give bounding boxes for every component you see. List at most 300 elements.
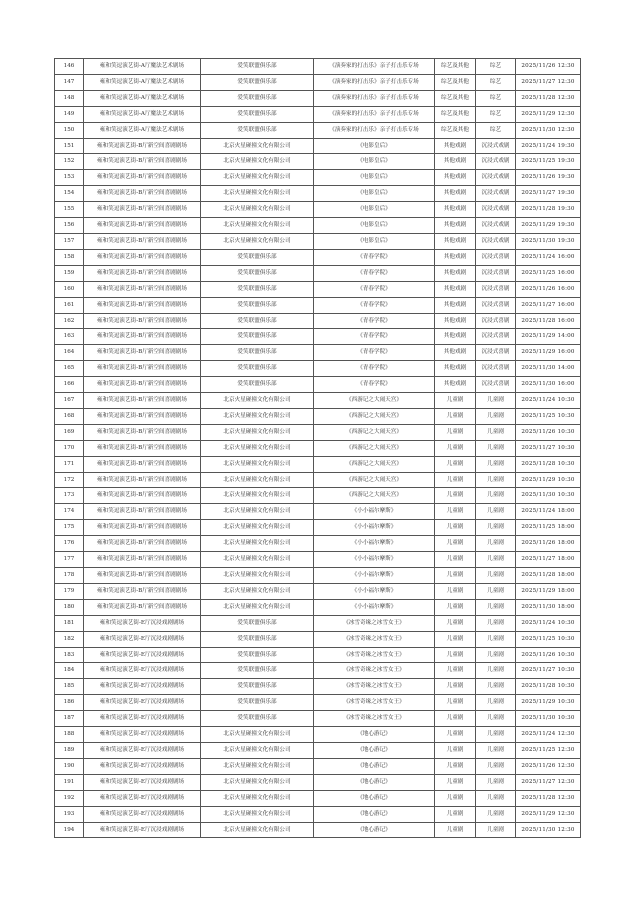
row-number-cell: 167 bbox=[55, 393, 84, 409]
organizer-cell: 爱笑联盟俱乐部 bbox=[201, 345, 314, 361]
category-cell: 儿童剧 bbox=[435, 695, 476, 711]
show-title-cell: 《电影皇后》 bbox=[314, 202, 435, 218]
show-title-cell: 《冰雪奇缘之冰雪女王》 bbox=[314, 631, 435, 647]
category-cell: 综艺及其他 bbox=[435, 122, 476, 138]
row-number-cell: 162 bbox=[55, 313, 84, 329]
row-number-cell: 156 bbox=[55, 218, 84, 234]
category-cell: 儿童剧 bbox=[435, 568, 476, 584]
subcategory-cell: 儿童剧 bbox=[476, 758, 516, 774]
organizer-cell: 北京火星碰撞文化有限公司 bbox=[201, 727, 314, 743]
showtime-cell: 2025/11/25 19:30 bbox=[516, 154, 581, 170]
venue-cell: 雍和笑逗演艺街-B厅新空间喜剧剧场 bbox=[84, 520, 201, 536]
category-cell: 其他戏剧 bbox=[435, 170, 476, 186]
row-number-cell: 171 bbox=[55, 456, 84, 472]
venue-cell: 雍和笑逗演艺街-E厅沉浸戏剧剧场 bbox=[84, 790, 201, 806]
venue-cell: 雍和笑逗演艺街-B厅新空间喜剧剧场 bbox=[84, 599, 201, 615]
table-row bbox=[55, 568, 581, 584]
organizer-cell: 北京火星碰撞文化有限公司 bbox=[201, 154, 314, 170]
showtime-cell: 2025/11/30 10:30 bbox=[516, 711, 581, 727]
organizer-cell: 北京火星碰撞文化有限公司 bbox=[201, 488, 314, 504]
subcategory-cell: 儿童剧 bbox=[476, 456, 516, 472]
table-row bbox=[55, 790, 581, 806]
showtime-cell: 2025/11/25 12:30 bbox=[516, 742, 581, 758]
subcategory-cell: 儿童剧 bbox=[476, 615, 516, 631]
row-number-cell: 190 bbox=[55, 758, 84, 774]
show-title-cell: 《演奏家的打击乐》亲子打击乐专场 bbox=[314, 90, 435, 106]
category-cell: 儿童剧 bbox=[435, 790, 476, 806]
show-title-cell: 《地心游记》 bbox=[314, 806, 435, 822]
showtime-cell: 2025/11/30 14:00 bbox=[516, 361, 581, 377]
show-title-cell: 《冰雪奇缘之冰雪女王》 bbox=[314, 679, 435, 695]
row-number-cell: 149 bbox=[55, 106, 84, 122]
category-cell: 儿童剧 bbox=[435, 472, 476, 488]
table-row bbox=[55, 552, 581, 568]
showtime-cell: 2025/11/26 12:30 bbox=[516, 59, 581, 75]
organizer-cell: 北京火星碰撞文化有限公司 bbox=[201, 568, 314, 584]
table-row bbox=[55, 758, 581, 774]
subcategory-cell: 沉浸式戏剧 bbox=[476, 218, 516, 234]
category-cell: 其他戏剧 bbox=[435, 218, 476, 234]
venue-cell: 雍和笑逗演艺街-E厅沉浸戏剧剧场 bbox=[84, 679, 201, 695]
subcategory-cell: 综艺 bbox=[476, 122, 516, 138]
category-cell: 儿童剧 bbox=[435, 822, 476, 838]
table-row bbox=[55, 806, 581, 822]
subcategory-cell: 儿童剧 bbox=[476, 568, 516, 584]
category-cell: 其他戏剧 bbox=[435, 154, 476, 170]
showtime-cell: 2025/11/24 19:30 bbox=[516, 138, 581, 154]
table-row bbox=[55, 393, 581, 409]
subcategory-cell: 儿童剧 bbox=[476, 822, 516, 838]
show-title-cell: 《西游记之大闹天宫》 bbox=[314, 440, 435, 456]
row-number-cell: 187 bbox=[55, 711, 84, 727]
table-row bbox=[55, 249, 581, 265]
show-title-cell: 《地心游记》 bbox=[314, 774, 435, 790]
subcategory-cell: 沉浸式戏剧 bbox=[476, 202, 516, 218]
organizer-cell: 爱笑联盟俱乐部 bbox=[201, 663, 314, 679]
row-number-cell: 169 bbox=[55, 424, 84, 440]
venue-cell: 雍和笑逗演艺街-B厅新空间喜剧剧场 bbox=[84, 138, 201, 154]
venue-cell: 雍和笑逗演艺街-B厅新空间喜剧剧场 bbox=[84, 361, 201, 377]
category-cell: 儿童剧 bbox=[435, 583, 476, 599]
show-title-cell: 《演奏家的打击乐》亲子打击乐专场 bbox=[314, 106, 435, 122]
showtime-cell: 2025/11/28 18:00 bbox=[516, 568, 581, 584]
showtime-cell: 2025/11/26 16:00 bbox=[516, 281, 581, 297]
row-number-cell: 152 bbox=[55, 154, 84, 170]
venue-cell: 雍和笑逗演艺街-E厅沉浸戏剧剧场 bbox=[84, 647, 201, 663]
subcategory-cell: 沉浸式喜剧 bbox=[476, 281, 516, 297]
table-row bbox=[55, 313, 581, 329]
table-row bbox=[55, 472, 581, 488]
showtime-cell: 2025/11/25 10:30 bbox=[516, 408, 581, 424]
category-cell: 儿童剧 bbox=[435, 504, 476, 520]
table-row bbox=[55, 122, 581, 138]
show-title-cell: 《演奏家的打击乐》亲子打击乐专场 bbox=[314, 59, 435, 75]
category-cell: 其他戏剧 bbox=[435, 361, 476, 377]
venue-cell: 雍和笑逗演艺街-B厅新空间喜剧剧场 bbox=[84, 265, 201, 281]
organizer-cell: 北京火星碰撞文化有限公司 bbox=[201, 138, 314, 154]
organizer-cell: 北京火星碰撞文化有限公司 bbox=[201, 536, 314, 552]
organizer-cell: 爱笑联盟俱乐部 bbox=[201, 615, 314, 631]
venue-cell: 雍和笑逗演艺街-B厅新空间喜剧剧场 bbox=[84, 440, 201, 456]
organizer-cell: 北京火星碰撞文化有限公司 bbox=[201, 170, 314, 186]
show-title-cell: 《青春学院》 bbox=[314, 377, 435, 393]
venue-cell: 雍和笑逗演艺街-E厅沉浸戏剧剧场 bbox=[84, 695, 201, 711]
organizer-cell: 北京火星碰撞文化有限公司 bbox=[201, 742, 314, 758]
show-title-cell: 《青春学院》 bbox=[314, 345, 435, 361]
category-cell: 其他戏剧 bbox=[435, 233, 476, 249]
row-number-cell: 183 bbox=[55, 647, 84, 663]
venue-cell: 雍和笑逗演艺街-B厅新空间喜剧剧场 bbox=[84, 472, 201, 488]
show-title-cell: 《电影皇后》 bbox=[314, 170, 435, 186]
organizer-cell: 北京火星碰撞文化有限公司 bbox=[201, 552, 314, 568]
row-number-cell: 168 bbox=[55, 408, 84, 424]
table-row bbox=[55, 536, 581, 552]
category-cell: 儿童剧 bbox=[435, 440, 476, 456]
organizer-cell: 北京火星碰撞文化有限公司 bbox=[201, 456, 314, 472]
show-title-cell: 《冰雪奇缘之冰雪女王》 bbox=[314, 695, 435, 711]
organizer-cell: 北京火星碰撞文化有限公司 bbox=[201, 583, 314, 599]
row-number-cell: 165 bbox=[55, 361, 84, 377]
category-cell: 综艺及其他 bbox=[435, 90, 476, 106]
organizer-cell: 爱笑联盟俱乐部 bbox=[201, 711, 314, 727]
venue-cell: 雍和笑逗演艺街-B厅新空间喜剧剧场 bbox=[84, 329, 201, 345]
table-row bbox=[55, 504, 581, 520]
row-number-cell: 151 bbox=[55, 138, 84, 154]
category-cell: 儿童剧 bbox=[435, 679, 476, 695]
show-title-cell: 《青春学院》 bbox=[314, 361, 435, 377]
organizer-cell: 爱笑联盟俱乐部 bbox=[201, 313, 314, 329]
table-row bbox=[55, 615, 581, 631]
row-number-cell: 147 bbox=[55, 74, 84, 90]
show-title-cell: 《地心游记》 bbox=[314, 758, 435, 774]
subcategory-cell: 儿童剧 bbox=[476, 520, 516, 536]
row-number-cell: 176 bbox=[55, 536, 84, 552]
subcategory-cell: 沉浸式喜剧 bbox=[476, 249, 516, 265]
venue-cell: 雍和笑逗演艺街-B厅新空间喜剧剧场 bbox=[84, 488, 201, 504]
table-row bbox=[55, 329, 581, 345]
table-row bbox=[55, 106, 581, 122]
show-title-cell: 《冰雪奇缘之冰雪女王》 bbox=[314, 615, 435, 631]
venue-cell: 雍和笑逗演艺街-B厅新空间喜剧剧场 bbox=[84, 218, 201, 234]
showtime-cell: 2025/11/24 12:30 bbox=[516, 727, 581, 743]
showtime-cell: 2025/11/28 12:30 bbox=[516, 790, 581, 806]
subcategory-cell: 儿童剧 bbox=[476, 488, 516, 504]
organizer-cell: 北京火星碰撞文化有限公司 bbox=[201, 472, 314, 488]
organizer-cell: 爱笑联盟俱乐部 bbox=[201, 361, 314, 377]
table-row bbox=[55, 233, 581, 249]
row-number-cell: 180 bbox=[55, 599, 84, 615]
showtime-cell: 2025/11/29 10:30 bbox=[516, 472, 581, 488]
show-title-cell: 《小小福尔摩斯》 bbox=[314, 599, 435, 615]
show-title-cell: 《地心游记》 bbox=[314, 790, 435, 806]
category-cell: 综艺及其他 bbox=[435, 106, 476, 122]
table-row bbox=[55, 408, 581, 424]
subcategory-cell: 沉浸式戏剧 bbox=[476, 186, 516, 202]
organizer-cell: 北京火星碰撞文化有限公司 bbox=[201, 806, 314, 822]
showtime-cell: 2025/11/28 12:30 bbox=[516, 90, 581, 106]
category-cell: 儿童剧 bbox=[435, 424, 476, 440]
row-number-cell: 173 bbox=[55, 488, 84, 504]
showtime-cell: 2025/11/30 12:30 bbox=[516, 122, 581, 138]
row-number-cell: 164 bbox=[55, 345, 84, 361]
venue-cell: 雍和笑逗演艺街-B厅新空间喜剧剧场 bbox=[84, 313, 201, 329]
subcategory-cell: 儿童剧 bbox=[476, 679, 516, 695]
row-number-cell: 148 bbox=[55, 90, 84, 106]
category-cell: 其他戏剧 bbox=[435, 265, 476, 281]
showtime-cell: 2025/11/25 10:30 bbox=[516, 631, 581, 647]
venue-cell: 雍和笑逗演艺街-E厅沉浸戏剧剧场 bbox=[84, 615, 201, 631]
showtime-cell: 2025/11/30 10:30 bbox=[516, 488, 581, 504]
organizer-cell: 爱笑联盟俱乐部 bbox=[201, 74, 314, 90]
organizer-cell: 北京火星碰撞文化有限公司 bbox=[201, 599, 314, 615]
table-row bbox=[55, 424, 581, 440]
table-row bbox=[55, 631, 581, 647]
showtime-cell: 2025/11/27 16:00 bbox=[516, 297, 581, 313]
show-title-cell: 《小小福尔摩斯》 bbox=[314, 504, 435, 520]
showtime-cell: 2025/11/30 12:30 bbox=[516, 822, 581, 838]
subcategory-cell: 儿童剧 bbox=[476, 647, 516, 663]
row-number-cell: 178 bbox=[55, 568, 84, 584]
row-number-cell: 185 bbox=[55, 679, 84, 695]
subcategory-cell: 沉浸式戏剧 bbox=[476, 138, 516, 154]
row-number-cell: 174 bbox=[55, 504, 84, 520]
showtime-cell: 2025/11/29 12:30 bbox=[516, 806, 581, 822]
category-cell: 儿童剧 bbox=[435, 520, 476, 536]
venue-cell: 雍和笑逗演艺街-A厅魔法艺术剧场 bbox=[84, 106, 201, 122]
venue-cell: 雍和笑逗演艺街-B厅新空间喜剧剧场 bbox=[84, 297, 201, 313]
showtime-cell: 2025/11/29 16:00 bbox=[516, 345, 581, 361]
venue-cell: 雍和笑逗演艺街-E厅沉浸戏剧剧场 bbox=[84, 727, 201, 743]
organizer-cell: 爱笑联盟俱乐部 bbox=[201, 122, 314, 138]
showtime-cell: 2025/11/26 19:30 bbox=[516, 170, 581, 186]
showtime-cell: 2025/11/24 16:00 bbox=[516, 249, 581, 265]
subcategory-cell: 儿童剧 bbox=[476, 711, 516, 727]
organizer-cell: 北京火星碰撞文化有限公司 bbox=[201, 424, 314, 440]
organizer-cell: 爱笑联盟俱乐部 bbox=[201, 695, 314, 711]
row-number-cell: 158 bbox=[55, 249, 84, 265]
table-row bbox=[55, 711, 581, 727]
category-cell: 儿童剧 bbox=[435, 488, 476, 504]
venue-cell: 雍和笑逗演艺街-E厅沉浸戏剧剧场 bbox=[84, 822, 201, 838]
subcategory-cell: 儿童剧 bbox=[476, 631, 516, 647]
subcategory-cell: 儿童剧 bbox=[476, 536, 516, 552]
subcategory-cell: 儿童剧 bbox=[476, 393, 516, 409]
organizer-cell: 北京火星碰撞文化有限公司 bbox=[201, 758, 314, 774]
subcategory-cell: 沉浸式喜剧 bbox=[476, 345, 516, 361]
venue-cell: 雍和笑逗演艺街-E厅沉浸戏剧剧场 bbox=[84, 774, 201, 790]
showtime-cell: 2025/11/27 10:30 bbox=[516, 440, 581, 456]
row-number-cell: 170 bbox=[55, 440, 84, 456]
show-title-cell: 《演奏家的打击乐》亲子打击乐专场 bbox=[314, 122, 435, 138]
row-number-cell: 157 bbox=[55, 233, 84, 249]
table-row bbox=[55, 488, 581, 504]
subcategory-cell: 沉浸式喜剧 bbox=[476, 329, 516, 345]
table-row bbox=[55, 170, 581, 186]
subcategory-cell: 儿童剧 bbox=[476, 408, 516, 424]
row-number-cell: 146 bbox=[55, 59, 84, 75]
venue-cell: 雍和笑逗演艺街-B厅新空间喜剧剧场 bbox=[84, 345, 201, 361]
show-title-cell: 《青春学院》 bbox=[314, 297, 435, 313]
show-title-cell: 《电影皇后》 bbox=[314, 218, 435, 234]
show-title-cell: 《西游记之大闹天宫》 bbox=[314, 488, 435, 504]
table-row bbox=[55, 822, 581, 838]
venue-cell: 雍和笑逗演艺街-B厅新空间喜剧剧场 bbox=[84, 408, 201, 424]
subcategory-cell: 沉浸式喜剧 bbox=[476, 313, 516, 329]
venue-cell: 雍和笑逗演艺街-A厅魔法艺术剧场 bbox=[84, 74, 201, 90]
table-body bbox=[55, 59, 581, 838]
showtime-cell: 2025/11/29 10:30 bbox=[516, 695, 581, 711]
show-title-cell: 《西游记之大闹天宫》 bbox=[314, 393, 435, 409]
organizer-cell: 爱笑联盟俱乐部 bbox=[201, 106, 314, 122]
subcategory-cell: 儿童剧 bbox=[476, 806, 516, 822]
venue-cell: 雍和笑逗演艺街-E厅沉浸戏剧剧场 bbox=[84, 631, 201, 647]
row-number-cell: 186 bbox=[55, 695, 84, 711]
showtime-cell: 2025/11/30 19:30 bbox=[516, 233, 581, 249]
category-cell: 儿童剧 bbox=[435, 758, 476, 774]
category-cell: 其他戏剧 bbox=[435, 329, 476, 345]
row-number-cell: 182 bbox=[55, 631, 84, 647]
subcategory-cell: 儿童剧 bbox=[476, 504, 516, 520]
category-cell: 儿童剧 bbox=[435, 711, 476, 727]
row-number-cell: 153 bbox=[55, 170, 84, 186]
organizer-cell: 爱笑联盟俱乐部 bbox=[201, 90, 314, 106]
show-title-cell: 《电影皇后》 bbox=[314, 154, 435, 170]
showtime-cell: 2025/11/26 12:30 bbox=[516, 758, 581, 774]
show-title-cell: 《西游记之大闹天宫》 bbox=[314, 424, 435, 440]
table-row bbox=[55, 297, 581, 313]
category-cell: 儿童剧 bbox=[435, 552, 476, 568]
category-cell: 其他戏剧 bbox=[435, 138, 476, 154]
organizer-cell: 北京火星碰撞文化有限公司 bbox=[201, 440, 314, 456]
category-cell: 综艺及其他 bbox=[435, 59, 476, 75]
showtime-cell: 2025/11/28 19:30 bbox=[516, 202, 581, 218]
row-number-cell: 193 bbox=[55, 806, 84, 822]
subcategory-cell: 儿童剧 bbox=[476, 583, 516, 599]
row-number-cell: 159 bbox=[55, 265, 84, 281]
category-cell: 儿童剧 bbox=[435, 647, 476, 663]
table-row bbox=[55, 138, 581, 154]
show-title-cell: 《演奏家的打击乐》亲子打击乐专场 bbox=[314, 74, 435, 90]
organizer-cell: 北京火星碰撞文化有限公司 bbox=[201, 822, 314, 838]
show-title-cell: 《青春学院》 bbox=[314, 281, 435, 297]
venue-cell: 雍和笑逗演艺街-B厅新空间喜剧剧场 bbox=[84, 281, 201, 297]
showtime-cell: 2025/11/29 19:30 bbox=[516, 218, 581, 234]
subcategory-cell: 沉浸式喜剧 bbox=[476, 361, 516, 377]
table-row bbox=[55, 583, 581, 599]
table-row bbox=[55, 186, 581, 202]
table-row bbox=[55, 440, 581, 456]
subcategory-cell: 沉浸式喜剧 bbox=[476, 377, 516, 393]
row-number-cell: 192 bbox=[55, 790, 84, 806]
row-number-cell: 179 bbox=[55, 583, 84, 599]
subcategory-cell: 儿童剧 bbox=[476, 599, 516, 615]
subcategory-cell: 综艺 bbox=[476, 106, 516, 122]
organizer-cell: 爱笑联盟俱乐部 bbox=[201, 265, 314, 281]
showtime-cell: 2025/11/27 19:30 bbox=[516, 186, 581, 202]
subcategory-cell: 沉浸式戏剧 bbox=[476, 233, 516, 249]
table-row bbox=[55, 663, 581, 679]
table-row bbox=[55, 695, 581, 711]
venue-cell: 雍和笑逗演艺街-A厅魔法艺术剧场 bbox=[84, 122, 201, 138]
show-title-cell: 《小小福尔摩斯》 bbox=[314, 568, 435, 584]
table-row bbox=[55, 520, 581, 536]
show-title-cell: 《西游记之大闹天宫》 bbox=[314, 472, 435, 488]
category-cell: 综艺及其他 bbox=[435, 74, 476, 90]
show-title-cell: 《冰雪奇缘之冰雪女王》 bbox=[314, 663, 435, 679]
category-cell: 儿童剧 bbox=[435, 806, 476, 822]
table-row bbox=[55, 154, 581, 170]
subcategory-cell: 儿童剧 bbox=[476, 472, 516, 488]
organizer-cell: 北京火星碰撞文化有限公司 bbox=[201, 408, 314, 424]
venue-cell: 雍和笑逗演艺街-E厅沉浸戏剧剧场 bbox=[84, 758, 201, 774]
subcategory-cell: 综艺 bbox=[476, 74, 516, 90]
category-cell: 其他戏剧 bbox=[435, 186, 476, 202]
category-cell: 儿童剧 bbox=[435, 774, 476, 790]
organizer-cell: 北京火星碰撞文化有限公司 bbox=[201, 393, 314, 409]
category-cell: 儿童剧 bbox=[435, 631, 476, 647]
organizer-cell: 爱笑联盟俱乐部 bbox=[201, 679, 314, 695]
category-cell: 其他戏剧 bbox=[435, 202, 476, 218]
venue-cell: 雍和笑逗演艺街-B厅新空间喜剧剧场 bbox=[84, 456, 201, 472]
show-title-cell: 《冰雪奇缘之冰雪女王》 bbox=[314, 647, 435, 663]
showtime-cell: 2025/11/25 18:00 bbox=[516, 520, 581, 536]
category-cell: 儿童剧 bbox=[435, 615, 476, 631]
organizer-cell: 爱笑联盟俱乐部 bbox=[201, 281, 314, 297]
row-number-cell: 188 bbox=[55, 727, 84, 743]
subcategory-cell: 沉浸式戏剧 bbox=[476, 154, 516, 170]
table-row bbox=[55, 202, 581, 218]
showtime-cell: 2025/11/27 12:30 bbox=[516, 774, 581, 790]
table-row bbox=[55, 599, 581, 615]
show-title-cell: 《地心游记》 bbox=[314, 727, 435, 743]
showtime-cell: 2025/11/30 16:00 bbox=[516, 377, 581, 393]
table-row bbox=[55, 281, 581, 297]
venue-cell: 雍和笑逗演艺街-B厅新空间喜剧剧场 bbox=[84, 170, 201, 186]
showtime-cell: 2025/11/30 18:00 bbox=[516, 599, 581, 615]
subcategory-cell: 儿童剧 bbox=[476, 424, 516, 440]
show-title-cell: 《青春学院》 bbox=[314, 329, 435, 345]
row-number-cell: 175 bbox=[55, 520, 84, 536]
organizer-cell: 北京火星碰撞文化有限公司 bbox=[201, 504, 314, 520]
organizer-cell: 北京火星碰撞文化有限公司 bbox=[201, 218, 314, 234]
showtime-cell: 2025/11/29 14:00 bbox=[516, 329, 581, 345]
showtime-cell: 2025/11/28 10:30 bbox=[516, 679, 581, 695]
organizer-cell: 爱笑联盟俱乐部 bbox=[201, 59, 314, 75]
category-cell: 其他戏剧 bbox=[435, 281, 476, 297]
category-cell: 儿童剧 bbox=[435, 727, 476, 743]
showtime-cell: 2025/11/25 16:00 bbox=[516, 265, 581, 281]
organizer-cell: 爱笑联盟俱乐部 bbox=[201, 249, 314, 265]
showtime-cell: 2025/11/24 18:00 bbox=[516, 504, 581, 520]
venue-cell: 雍和笑逗演艺街-B厅新空间喜剧剧场 bbox=[84, 504, 201, 520]
organizer-cell: 北京火星碰撞文化有限公司 bbox=[201, 233, 314, 249]
category-cell: 其他戏剧 bbox=[435, 249, 476, 265]
subcategory-cell: 儿童剧 bbox=[476, 774, 516, 790]
show-title-cell: 《小小福尔摩斯》 bbox=[314, 583, 435, 599]
subcategory-cell: 儿童剧 bbox=[476, 790, 516, 806]
venue-cell: 雍和笑逗演艺街-B厅新空间喜剧剧场 bbox=[84, 393, 201, 409]
row-number-cell: 181 bbox=[55, 615, 84, 631]
subcategory-cell: 儿童剧 bbox=[476, 663, 516, 679]
table-row bbox=[55, 74, 581, 90]
category-cell: 其他戏剧 bbox=[435, 345, 476, 361]
venue-cell: 雍和笑逗演艺街-A厅魔法艺术剧场 bbox=[84, 59, 201, 75]
show-title-cell: 《青春学院》 bbox=[314, 265, 435, 281]
table-row bbox=[55, 647, 581, 663]
organizer-cell: 爱笑联盟俱乐部 bbox=[201, 329, 314, 345]
showtime-cell: 2025/11/27 18:00 bbox=[516, 552, 581, 568]
organizer-cell: 北京火星碰撞文化有限公司 bbox=[201, 202, 314, 218]
